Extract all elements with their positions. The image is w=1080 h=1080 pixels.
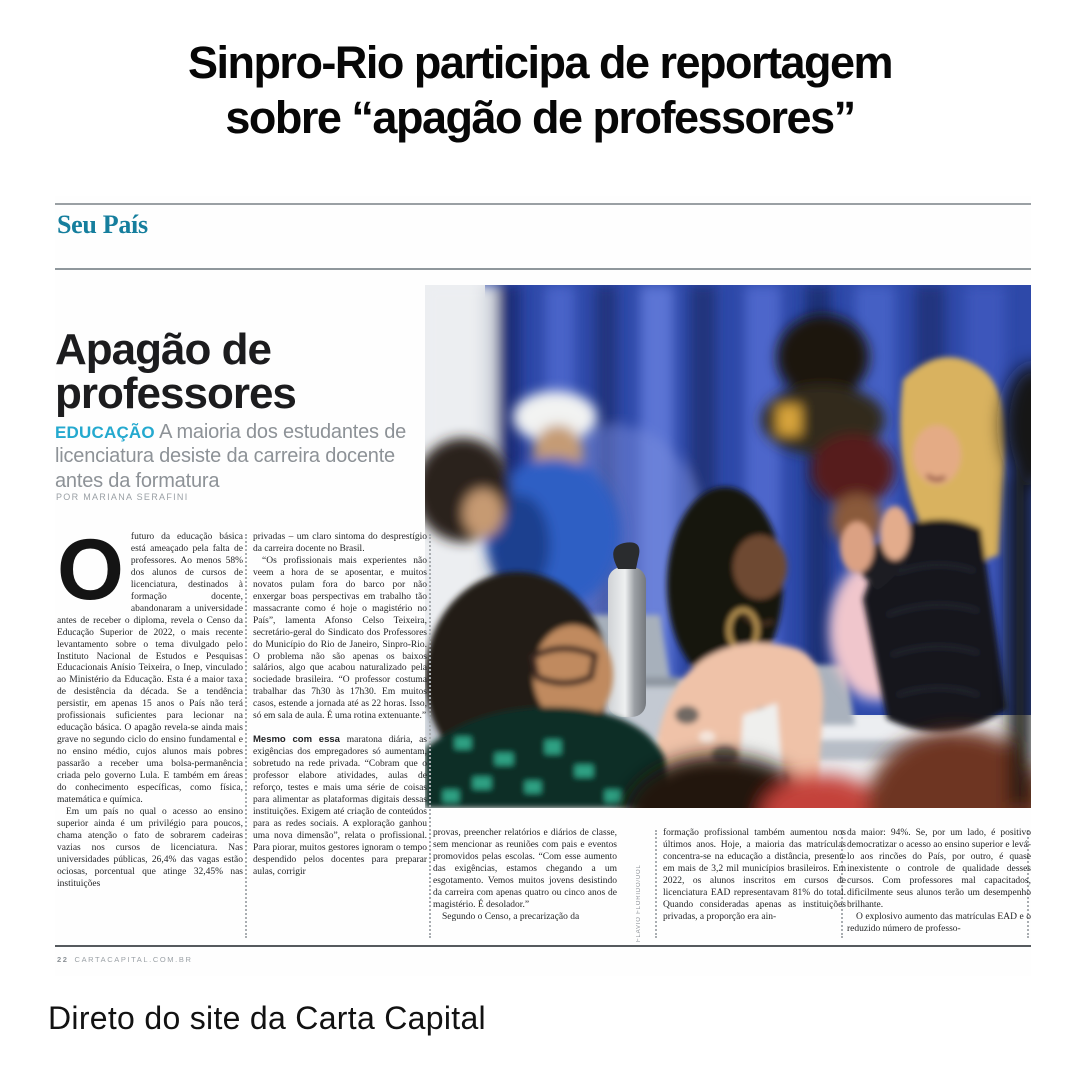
col2-paragraph-2: “Os profissionais mais experientes não veem a hora de se aposentar, e muitos novatos pulam fora do barco por não enxergar boas perspectivas em trabalho tão massacrante como é hoje o magistério no País”, lamenta Afonso Celso Teixeira, secretário-geral do Sindicato dos Professores do Município do Rio de Janeiro, Sinpro-Rio. O problema não são apenas os baixos salários, algo que acabou naturalizado pela sociedade brasileira. “O professor costuma trabalhar das 7h30 às 17h30. Em muitos casos, estende a jornada até as 22 horas. Isso, só em sala de aula. É uma rotina extenuante.” — [253, 555, 427, 722]
article-column-2 — [253, 532, 427, 942]
col2-paragraph-3: Mesmo com essa maratona diária, as exigências dos empregadores só aumentam, sobretudo na rede privada. “Cobram que o professor elabore atividades, aulas de reforço, testes e mais uma série de coisas para alimentar as plataformas digitais dessas instituições. Exigem até criação de conteúdos para as redes sociais. A exploração ganhou uma nova dimensão”, relata o profissional. Para piorar, muitos gestores ignoram o tempo despendido pelos docentes para preparar aulas, corrigir — [253, 734, 427, 877]
kicker-label: EDUCAÇÃO — [55, 423, 155, 442]
dropcap: O — [57, 522, 124, 618]
article-column-5 — [847, 828, 1031, 940]
section-title: Seu País — [57, 210, 148, 239]
magazine-page — [55, 196, 1031, 976]
column-divider — [245, 534, 247, 938]
column-divider — [429, 534, 431, 938]
page-bottom-rule — [55, 945, 1031, 947]
column-divider — [655, 830, 657, 938]
article-column-4 — [663, 828, 846, 940]
bold-lead-in: Mesmo com essa — [253, 734, 347, 746]
section-rule-bottom — [55, 268, 1031, 270]
col1-paragraph-2: Em um país no qual o acesso ao ensino superior ainda é um privilégio para poucos, chama atenção o fato de sobrarem cadeiras vazias nos cursos de licenciatura. Nas universidades públicas, 26,4% das vagas estão ociosas, porcentual que atinge 32,45% nas instituições — [57, 806, 243, 889]
section-rule-top — [55, 203, 1031, 205]
page-footer — [57, 955, 192, 964]
col2-paragraph-1: privadas – um claro sintoma do desprestígio da carreira docente no Brasil. — [253, 532, 427, 554]
col4-paragraph-1: formação profissional também aumentou nos últimos anos. Hoje, a maioria das matrículas concentra-se na educação a distância, presente em mais de 3,2 mil municípios brasileiros. Em 2022, os alunos inscritos em cursos de licenciatura EAD representavam 81% do total. Quando consideradas apenas as instituições privadas, a proporção era ain- — [663, 828, 846, 922]
col3-paragraph-1: provas, preencher relatórios e diários de classe, sem mencionar as reuniões com pais e eventos promovidos pelas escolas. “Com esse aumento das exigências, estamos chegando a um esgotamento. Vemos muitos jovens desistindo da carreira com apenas quatro ou cinco anos de magistério. É desolador.” — [433, 828, 617, 910]
article-title — [55, 325, 425, 418]
col1-paragraph-1: futuro da educação básica está ameaçado pela falta de professores. Ao menos 58% dos alunos de cursos de licenciatura, destinados à formação docente, abandonaram a universidade antes de receber o diploma, revela o Censo da Educação Superior de 2022, o mais recente levantamento sobre o tema divulgado pelo Instituto Nacional de Estudos e Pesquisas Educacionais Anísio Teixeira, o Inep, vinculado ao Ministério da Educação. Esta é a maior taxa de desistência da década. Se a tendência persistir, em apenas 15 anos o País não terá profissionais suficientes para lecionar na educação básica. O apagão revela-se ainda mais grave no segundo ciclo do ensino fundamental e no ensino médio, cujos alunos mais pobres passarão a receber uma bolsa-permanência criada pelo governo Lula. E também em áreas do conhecimento específicas, como física, matemática e química. — [57, 532, 243, 805]
post-headline — [0, 36, 1080, 146]
site-url: CARTACAPITAL.COM.BR — [74, 955, 193, 964]
classroom-photo-illustration — [425, 285, 1031, 808]
page-number: 22 — [57, 955, 69, 964]
photo-credit: FLAVIO FLORIDO/UOL — [636, 864, 642, 942]
article-title-line2: professores — [55, 369, 296, 418]
teacher-hand-right — [880, 506, 910, 560]
article-column-3 — [433, 828, 617, 940]
kicker-text: A maioria dos estudantes de licenciatura desiste da carreira docente antes da formatura — [55, 421, 407, 492]
article-title-line1: Apagão de — [55, 325, 271, 374]
col3-paragraph-2: Segundo o Censo, a precarização da — [442, 911, 580, 922]
article-column-1 — [57, 522, 243, 942]
col5-paragraph-1: da maior: 94%. Se, por um lado, é positivo democratizar o acesso ao ensino superior e levá-lo aos rincões do País, por outro, é quase inexistente o controle de qualidade desses cursos. Com professores mal capacitados, dificilmente seus alunos terão um desempenho brilhante. — [847, 828, 1031, 910]
article-kicker — [55, 420, 415, 493]
article-photo — [425, 285, 1031, 808]
col5-paragraph-2: O explosivo aumento das matrículas EAD e o reduzido número de professo- — [847, 911, 1031, 934]
post-headline-line1: Sinpro-Rio participa de reportagem — [187, 37, 893, 88]
post-caption: Direto do site da Carta Capital — [48, 1000, 486, 1036]
teacher-hand-left — [840, 521, 874, 573]
post-headline-line2: sobre “apagão de professores” — [225, 91, 855, 143]
article-byline: POR MARIANA SERAFINI — [56, 492, 189, 502]
